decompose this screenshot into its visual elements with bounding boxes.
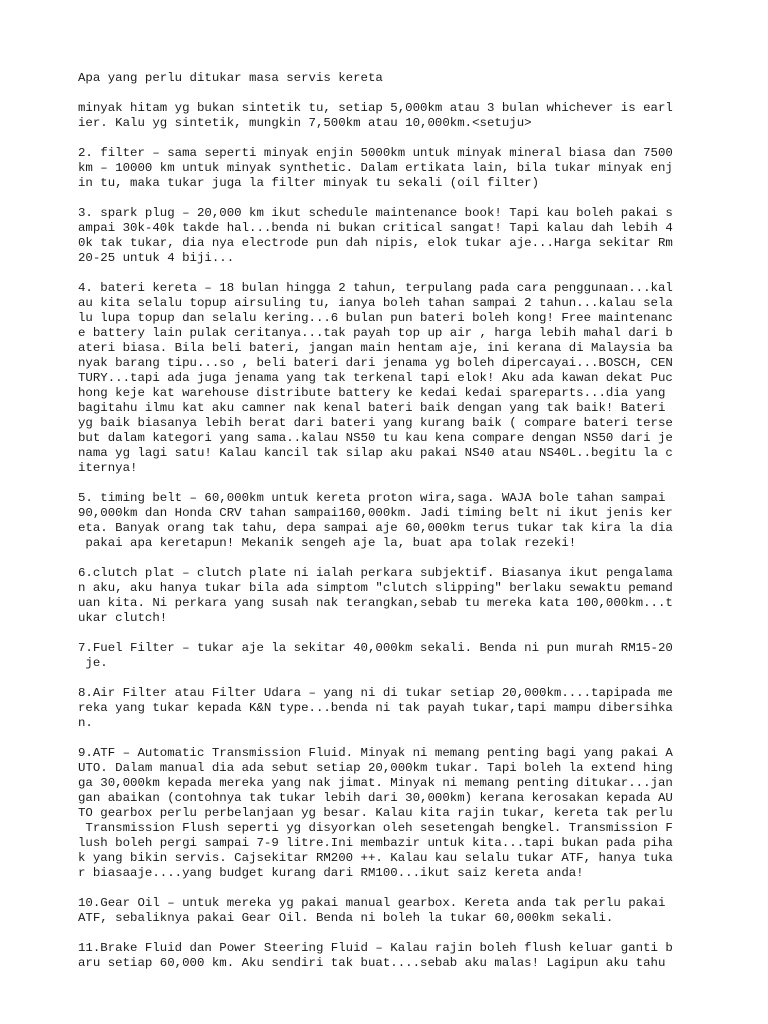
- text-line: aru setiap 60,000 km. Aku sendiri tak buat....sebab aku malas! Lagipun aku tahu: [78, 956, 666, 970]
- item-gear-oil: [78, 896, 698, 926]
- text-line: 7.Fuel Filter – tukar aje la sekitar 40,000km sekali. Benda ni pun murah RM15-20: [78, 641, 673, 655]
- text-line: yg baik biasanya lebih berat dari bateri yang kurang baik ( compare bateri terse: [78, 416, 673, 430]
- text-line: 20-25 untuk 4 biji...: [78, 251, 235, 265]
- text-line: gan abaikan (contohnya tak tukar lebih dari 30,000km) kerana kerosakan kepada AU: [78, 791, 673, 805]
- text-line: 6.clutch plat – clutch plate ni ialah perkara subjektif. Biasanya ikut pengalama: [78, 566, 673, 580]
- item-spark-plug: [78, 206, 698, 266]
- text-line: TURY...tapi ada juga jenama yang tak terkenal tapi elok! Aku ada kawan dekat Puc: [78, 371, 673, 385]
- document-page: [78, 71, 698, 986]
- text-line: 90,000km dan Honda CRV tahan sampai160,000km. Jadi timing belt ni ikut jenis ker: [78, 506, 673, 520]
- text-line: ga 30,000km kepada mereka yang nak jimat. Minyak ni memang penting ditukar...jan: [78, 776, 673, 790]
- text-line: hong keje kat warehouse distribute battery ke kedai kedai spareparts...dia yang: [78, 386, 666, 400]
- item-bateri: [78, 281, 698, 476]
- text-line: ukar clutch!: [78, 611, 168, 625]
- item-air-filter: [78, 686, 698, 731]
- item-timing-belt: [78, 491, 698, 551]
- text-line: Transmission Flush seperti yg disyorkan oleh sesetengah bengkel. Transmission F: [78, 821, 673, 835]
- text-line: 8.Air Filter atau Filter Udara – yang ni di tukar setiap 20,000km....tapipada me: [78, 686, 673, 700]
- text-line: minyak hitam yg bukan sintetik tu, setiap 5,000km atau 3 bulan whichever is earl: [78, 101, 673, 115]
- text-line: nyak barang tipu...so , beli bateri dari jenama yg boleh dipercayai...BOSCH, CEN: [78, 356, 673, 370]
- text-line: ampai 30k-40k takde hal...benda ni bukan critical sangat! Tapi kalau dah lebih 4: [78, 221, 673, 235]
- text-line: pakai apa keretapun! Mekanik sengeh aje la, buat apa tolak rezeki!: [78, 536, 577, 550]
- text-line: ateri biasa. Bila beli bateri, jangan main hentam aje, ini kerana di Malaysia ba: [78, 341, 673, 355]
- text-line: k yang bikin servis. Cajsekitar RM200 ++. Kalau kau selalu tukar ATF, hanya tuka: [78, 851, 673, 865]
- text-line: nama yg lagi satu! Kalau kancil tak silap aku pakai NS40 atau NS40L..begitu la c: [78, 446, 673, 460]
- text-line: TO gearbox perlu perbelanjaan yg besar. Kalau kita rajin tukar, kereta tak perlu: [78, 806, 673, 820]
- text-line: n.: [78, 716, 93, 730]
- title-line: Apa yang perlu ditukar masa servis kereta: [78, 71, 383, 85]
- text-line: 10.Gear Oil – untuk mereka yg pakai manual gearbox. Kereta anda tak perlu pakai: [78, 896, 666, 910]
- text-line: je.: [78, 656, 108, 670]
- text-line: bagitahu ilmu kat aku camner nak kenal bateri baik dengan yang tak baik! Bateri: [78, 401, 666, 415]
- text-line: lu lupa topup dan selalu kering...6 bulan pun bateri boleh kong! Free maintenanc: [78, 311, 673, 325]
- text-line: n aku, aku hanya tukar bila ada simptom "clutch slipping" berlaku sewaktu pemand: [78, 581, 673, 595]
- item-fuel-filter: [78, 641, 698, 671]
- item-filter: [78, 146, 698, 191]
- intro-paragraph: [78, 101, 698, 131]
- document-title: [78, 71, 698, 86]
- item-atf: [78, 746, 698, 881]
- text-line: but dalam kategori yang sama..kalau NS50 tu kau kena compare dengan NS50 dari je: [78, 431, 673, 445]
- text-line: uan kita. Ni perkara yang susah nak terangkan,sebab tu mereka kata 100,000km...t: [78, 596, 673, 610]
- text-line: in tu, maka tukar juga la filter minyak tu sekali (oil filter): [78, 176, 540, 190]
- document-body: [78, 101, 698, 971]
- text-line: e battery lain pulak ceritanya...tak payah top up air , harga lebih mahal dari b: [78, 326, 673, 340]
- text-line: iternya!: [78, 461, 138, 475]
- text-line: 9.ATF – Automatic Transmission Fluid. Minyak ni memang penting bagi yang pakai A: [78, 746, 673, 760]
- text-line: 11.Brake Fluid dan Power Steering Fluid – Kalau rajin boleh flush keluar ganti b: [78, 941, 673, 955]
- text-line: 4. bateri kereta – 18 bulan hingga 2 tahun, terpulang pada cara penggunaan...kal: [78, 281, 673, 295]
- text-line: r biasaaje....yang budget kurang dari RM100...ikut saiz kereta anda!: [78, 866, 584, 880]
- text-line: au kita selalu topup airsuling tu, ianya boleh tahan sampai 2 tahun...kalau sela: [78, 296, 673, 310]
- text-line: 3. spark plug – 20,000 km ikut schedule maintenance book! Tapi kau boleh pakai s: [78, 206, 673, 220]
- item-brake-fluid: [78, 941, 698, 971]
- text-line: ATF, sebaliknya pakai Gear Oil. Benda ni boleh la tukar 60,000km sekali.: [78, 911, 614, 925]
- text-line: 5. timing belt – 60,000km untuk kereta proton wira,saga. WAJA bole tahan sampai: [78, 491, 666, 505]
- text-line: reka yang tukar kepada K&N type...benda ni tak payah tukar,tapi mampu dibersihka: [78, 701, 673, 715]
- text-line: 0k tak tukar, dia nya electrode pun dah nipis, elok tukar aje...Harga sekitar Rm: [78, 236, 673, 250]
- text-line: lush boleh pergi sampai 7-9 litre.Ini membazir untuk kita...tapi bukan pada piha: [78, 836, 673, 850]
- text-line: km – 10000 km untuk minyak synthetic. Dalam ertikata lain, bila tukar minyak enj: [78, 161, 673, 175]
- item-clutch-plat: [78, 566, 698, 626]
- text-line: eta. Banyak orang tak tahu, depa sampai aje 60,000km terus tukar tak kira la dia: [78, 521, 673, 535]
- text-line: ier. Kalu yg sintetik, mungkin 7,500km atau 10,000km.<setuju>: [78, 116, 532, 130]
- text-line: 2. filter – sama seperti minyak enjin 5000km untuk minyak mineral biasa dan 7500: [78, 146, 673, 160]
- text-line: UTO. Dalam manual dia ada sebut setiap 20,000km tukar. Tapi boleh la extend hing: [78, 761, 673, 775]
